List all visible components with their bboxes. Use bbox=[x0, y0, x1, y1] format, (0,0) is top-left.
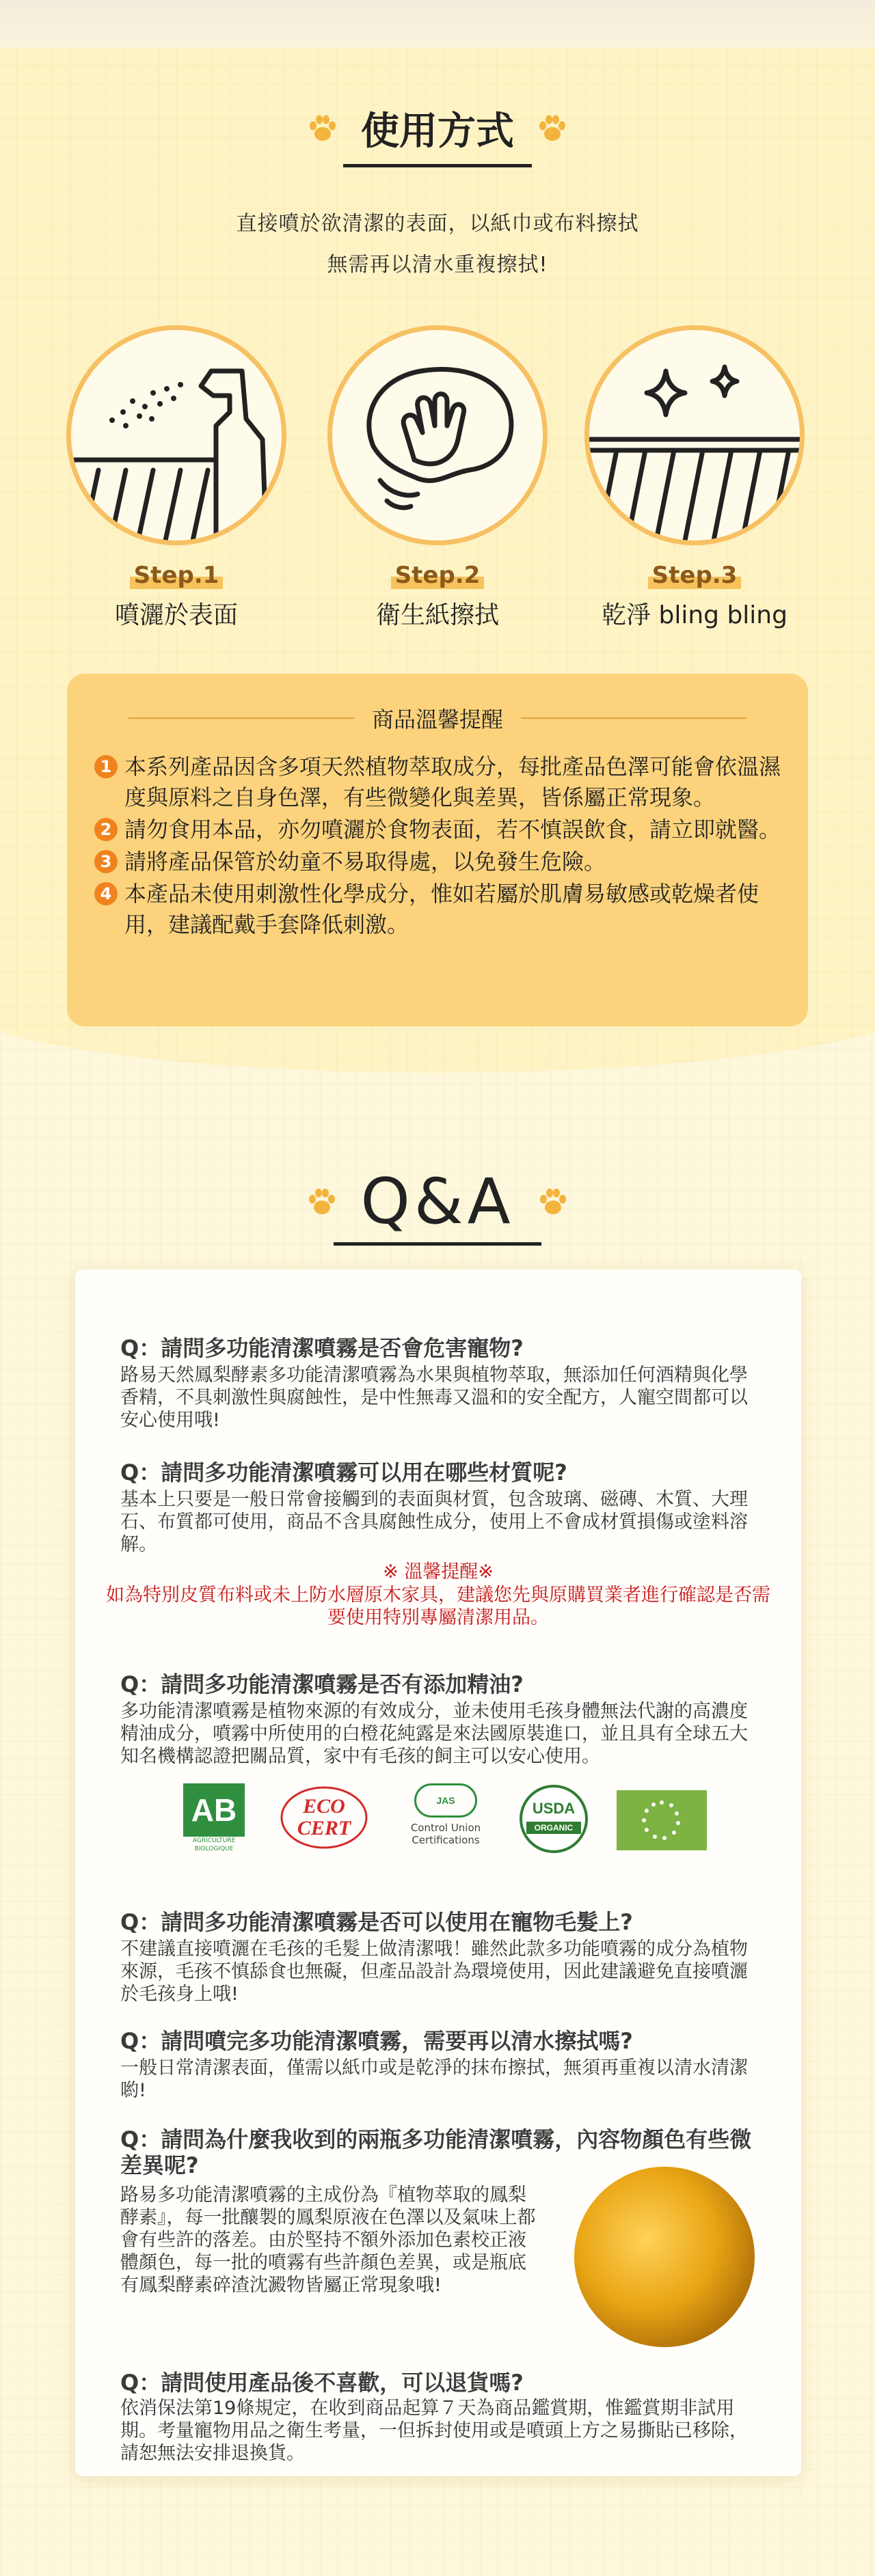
qa-question: Q：請問多功能清潔噴霧是否有添加精油? bbox=[120, 1671, 524, 1697]
step-2-label: Step.2 bbox=[391, 562, 485, 589]
qa-answer: 依消保法第19條規定，在收到商品起算７天為商品鑑賞期，惟鑑賞期非試用期。考量寵物用品之衛生考量，一但拆封使用或是噴頭上方之易撕貼已移除，請恕無法安排退換貨。 bbox=[120, 2398, 748, 2464]
pineapple-enzyme-liquid-image bbox=[574, 2167, 755, 2347]
ecocert-logo bbox=[278, 1783, 371, 1852]
usage-desc-line2: 無需再以清水重複擦拭! bbox=[327, 253, 548, 277]
warning-text: 如為特別皮質布料或未上防水層原木家具，建議您先與原購買業者進行確認是否需要使用特別專屬清潔用品。 bbox=[106, 1585, 770, 1628]
paw-icon bbox=[535, 111, 570, 146]
qa-question: Q：請問使用產品後不喜歡，可以退貨嗎? bbox=[120, 2370, 524, 2396]
ab-logo-mark: AB bbox=[183, 1783, 245, 1837]
step-1-illustration bbox=[66, 325, 286, 545]
notice-item bbox=[94, 814, 785, 845]
control-union-text: Control Union bbox=[410, 1822, 481, 1834]
qa-title: Q&A bbox=[360, 1165, 515, 1238]
notice-list bbox=[94, 752, 785, 942]
step-1-label-wrap bbox=[66, 562, 286, 589]
qa-answer: 路易多功能清潔噴霧的主成份為『植物萃取的鳳梨酵素』，每一批釀製的鳳梨原液在色澤以及氣味上都會有些許的落差。由於堅持不額外添加色素校正液體顏色，每一批的噴霧有些許顏色差異，或是瓶底有鳳梨酵素碎渣沈澱物皆屬正常現象哦! bbox=[120, 2184, 536, 2296]
usage-title-underline bbox=[343, 164, 532, 167]
usage-title: 使用方式 bbox=[361, 109, 514, 154]
eu-leaf-icon bbox=[617, 1790, 707, 1850]
usage-desc-line1: 直接噴於欲清潔的表面，以紙巾或布料擦拭 bbox=[236, 212, 639, 236]
step-3-desc: 乾淨 bling bling bbox=[602, 601, 788, 629]
number-badge: 4 bbox=[94, 882, 118, 905]
qa-question: Q：請問為什麼我收到的兩瓶多功能清潔噴霧，內容物顏色有些微差異呢? bbox=[120, 2126, 752, 2178]
step-1-label: Step.1 bbox=[130, 562, 224, 589]
notice-item-text: 請將產品保管於幼童不易取得處，以免發生危險。 bbox=[124, 849, 606, 875]
step-1-desc: 噴灑於表面 bbox=[114, 601, 238, 629]
step-3-label: Step.3 bbox=[648, 562, 742, 589]
ecocert-text-2: CERT bbox=[297, 1817, 351, 1839]
ecocert-text-1: ECO bbox=[303, 1795, 345, 1818]
usda-organic-logo bbox=[520, 1785, 588, 1853]
qa-question: Q：請問多功能清潔噴霧可以用在哪些材質呢? bbox=[120, 1460, 567, 1485]
qa-answer: 不建議直接噴灑在毛孩的毛髮上做清潔哦！雖然此款多功能噴霧的成分為植物來源，毛孩不慎舔食也無礙，但產品設計為環境使用，因此建議避免直接噴灑於毛孩身上哦! bbox=[120, 1938, 748, 2005]
paw-icon bbox=[304, 1184, 340, 1220]
qa-question: Q：請問多功能清潔噴霧是否會危害寵物? bbox=[120, 1335, 524, 1361]
notice-title: 商品溫馨提醒 bbox=[371, 707, 503, 732]
qa-title-row bbox=[0, 1165, 875, 1238]
qa-question: Q：請問多功能清潔噴霧是否可以使用在寵物毛髮上? bbox=[120, 1909, 633, 1935]
number-badge: 3 bbox=[94, 850, 118, 873]
jas-mark: JAS bbox=[414, 1783, 477, 1818]
usda-text: USDA bbox=[532, 1800, 576, 1817]
hand-wiping-icon bbox=[332, 330, 543, 540]
notice-item bbox=[94, 847, 785, 877]
notice-item bbox=[94, 879, 785, 940]
notice-item bbox=[94, 752, 785, 813]
paw-icon bbox=[305, 111, 340, 146]
step-2-label-wrap bbox=[327, 562, 548, 589]
control-union-text: Certifications bbox=[412, 1834, 480, 1846]
step-2-illustration bbox=[327, 325, 548, 545]
notice-item-text: 本系列產品因含多項天然植物萃取成分，每批產品色澤可能會依溫濕度與原料之自身色澤，有些微變化與差異，皆係屬正常現象。 bbox=[124, 754, 781, 810]
divider bbox=[129, 717, 354, 719]
step-2-desc: 衛生紙擦拭 bbox=[375, 601, 499, 629]
notice-item-text: 請勿食用本品，亦勿噴灑於食物表面，若不慎誤飲食，請立即就醫。 bbox=[124, 817, 781, 842]
qa-answer: 多功能清潔噴霧是植物來源的有效成分，並未使用毛孩身體無法代謝的高濃度精油成分，噴霧中所使用的白橙花純露是來法國原裝進口，並且具有全球五大知名機構認證把關品質，家中有毛孩的飼主可以安心使用。 bbox=[120, 1701, 748, 1767]
number-badge: 2 bbox=[94, 818, 118, 841]
ab-logo bbox=[183, 1783, 245, 1854]
warning-title: ※ 溫馨提醒※ bbox=[383, 1561, 494, 1582]
paw-icon bbox=[535, 1184, 571, 1220]
ab-logo-sub: AGRICULTURE bbox=[192, 1837, 236, 1844]
step-3-illustration bbox=[584, 325, 805, 545]
usage-title-row bbox=[0, 101, 875, 156]
usda-organic-band: ORGANIC bbox=[526, 1822, 581, 1834]
qa-answer: 一般日常清潔表面，僅需以紙巾或是乾淨的抹布擦拭，無須再重複以清水清潔喲! bbox=[120, 2057, 748, 2101]
qa-card bbox=[75, 1270, 801, 2476]
control-union-logo bbox=[398, 1783, 494, 1854]
notice-header bbox=[67, 702, 808, 734]
notice-box bbox=[67, 674, 808, 1026]
qa-answer: 基本上只要是一般日常會接觸到的表面與材質，包含玻璃、磁磚、木質、大理石、布質都可使用，商品不含具腐蝕性成分，使用上不會成材質損傷或塗料溶解。 bbox=[120, 1489, 748, 1555]
qa-question: Q：請問噴完多功能清潔噴霧，需要再以清水擦拭嗎? bbox=[120, 2028, 633, 2054]
qa-answer: 路易天然鳳梨酵素多功能清潔噴霧為水果與植物萃取，無添加任何酒精與化學香精，不具刺激性與腐蝕性，是中性無毒又溫和的安全配方，人寵空間都可以安心使用哦! bbox=[120, 1365, 748, 1431]
eu-organic-logo bbox=[617, 1790, 707, 1850]
ab-logo-sub: BIOLOGIQUE bbox=[194, 1846, 234, 1852]
step-3-label-wrap bbox=[584, 562, 805, 589]
qa-title-underline bbox=[334, 1242, 541, 1246]
divider bbox=[521, 717, 746, 719]
notice-item-text: 本產品未使用刺激性化學成分，惟如若屬於肌膚易敏感或乾燥者使用，建議配戴手套降低刺激。 bbox=[124, 881, 759, 937]
number-badge: 1 bbox=[94, 755, 118, 778]
sparkle-clean-icon bbox=[589, 330, 800, 540]
spray-bottle-icon bbox=[71, 330, 282, 540]
